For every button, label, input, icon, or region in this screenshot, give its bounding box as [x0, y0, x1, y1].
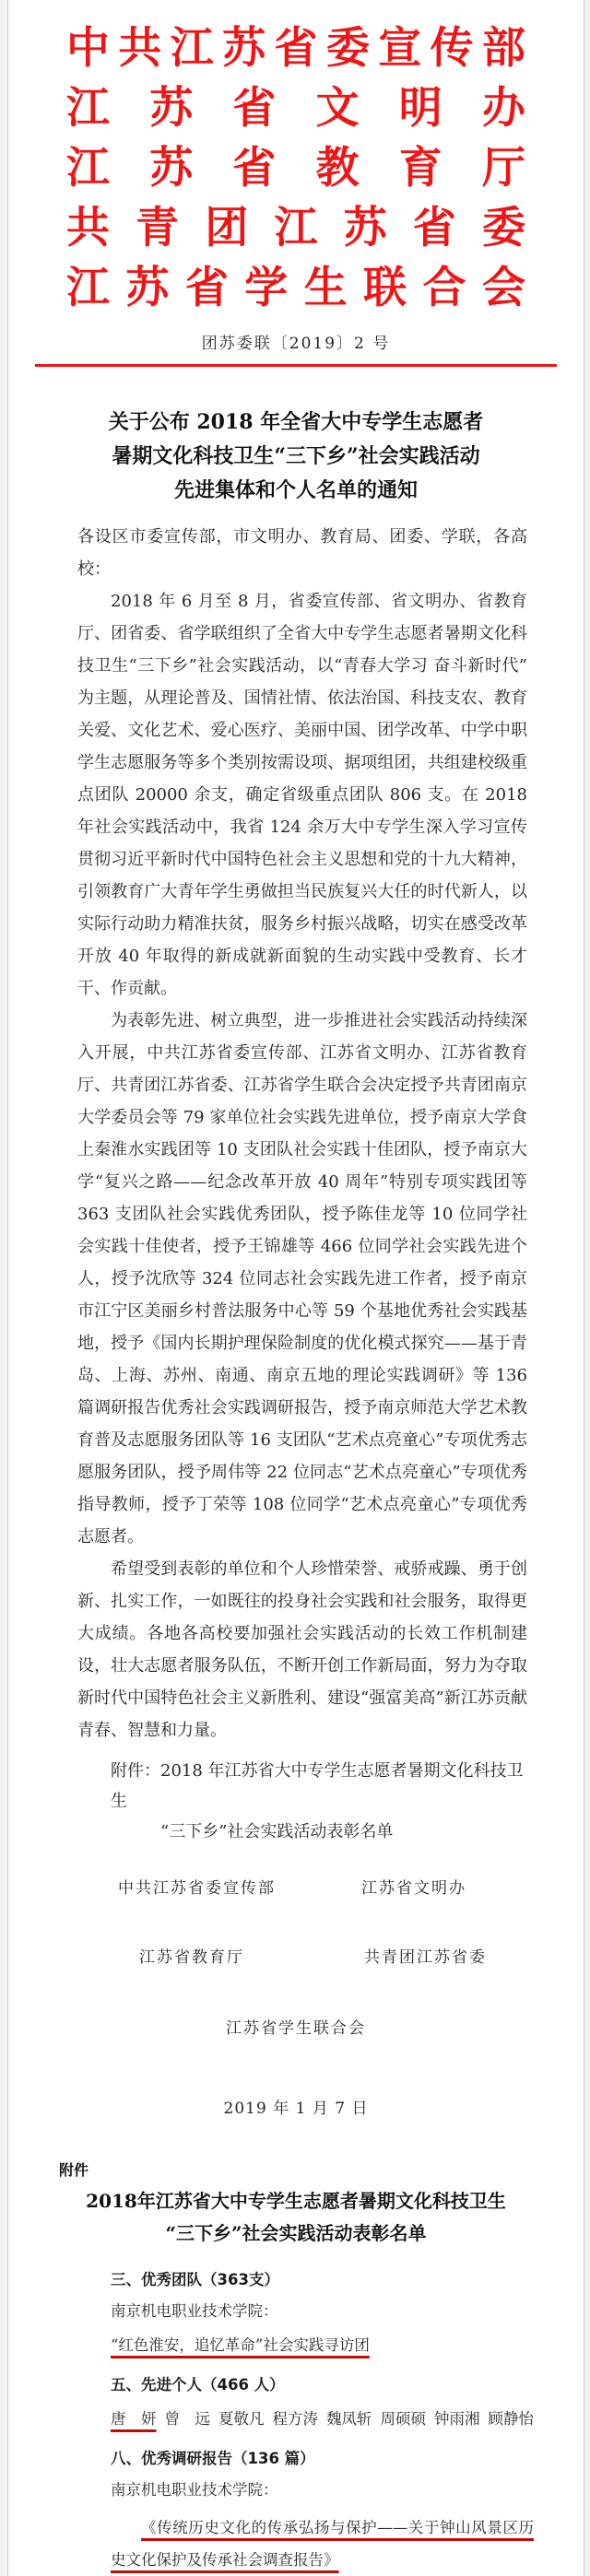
body-paragraph-2: 为表彰先进、树立典型，进一步推进社会实践活动持续深入开展，中共江苏省委宣传部、江苏省文明办、江苏省教育厅、共青团江苏省委、江苏省学生联合会决定授予共青团南京大学委员会等 79 家单位社会实践先进单位，授予南京大学食上秦淮水实践团等 10 支团队社会实践十佳团队，授予南京大学“复兴之路——纪念改革开放 40 周年”特别专项实践团等 363 支团队社会实践优秀团队，授予陈佳龙等 10 位同学社会实践十佳使者，授予王锦雄等 466 位同学社会实践先进个人，授予沈欣等 324 位同志社会实践先进工作者，授予南京市江宁区美丽乡村普法服务中心等 59 个基地优秀社会实践基地，授予《国内长期护理保险制度的优化模式探究——基于青岛、上海、苏州、南通、南京五地的理论实践调研》等 136 篇调研报告优秀社会实践调研报告，授予南京师范大学艺术教育普及志愿服务团队等 16 支团队“艺术点亮童心”专项优秀志愿服务团队，授予周伟等 22 位同志“艺术点亮童心”专项优秀指导教师，授予丁荣等 108 位同学“艺术点亮童心”专项优秀志愿者。	[77, 1011, 527, 1547]
appendix-title	[7, 2185, 584, 2250]
school-name-teams: 南京机电职业技术学院：	[111, 2302, 278, 2320]
signature-education-dept: 江苏省教育厅	[139, 1948, 244, 1967]
appendix-list	[111, 2268, 534, 2576]
name-item: 曾 远	[164, 2410, 210, 2428]
letterhead-line-4: 共 青 团 江 苏 省 委	[66, 203, 525, 253]
letterhead	[66, 23, 525, 313]
document-title-line-1: 关于公布 2018 年全省大中专学生志愿者	[108, 410, 484, 434]
document-title-line-3: 先进集体和个人名单的通知	[173, 478, 418, 502]
report-entry	[111, 2511, 534, 2576]
signature-row-1	[7, 1875, 584, 1898]
report-entry-text: 《传统历史文化的传承弘扬与保护——关于钟山风景区历史文化保护及传承社会调查报告》	[111, 2519, 534, 2569]
name-item-highlighted: 唐 妍	[111, 2410, 157, 2428]
signature-row-2	[7, 1944, 584, 1967]
letterhead-line-5: 江 苏 省 学 生 联 合 会	[66, 263, 525, 313]
letterhead-line-2: 江 苏 省 文 明 办	[66, 83, 525, 134]
document-body	[77, 521, 527, 1747]
name-item: 顾静怡	[488, 2410, 534, 2428]
body-paragraph-3: 希望受到表彰的单位和个人珍惜荣誉、戒骄戒躁、勇于创新、扎实工作，一如既往的投身社会实践和社会服务，取得更大成绩。各地各高校要加强社会实践活动的长效工作机制建设，壮大志愿者服务队伍，不断开创工作新局面，努力为夺取新时代中国特色社会主义新胜利、建设“强富美高”新江苏贡献青春、智慧和力量。	[77, 1559, 527, 1740]
name-item: 魏凤斩	[326, 2410, 372, 2428]
appendix-section	[7, 2158, 584, 2576]
section-heading-reports: 八、优秀调研报告（136 篇）	[111, 2450, 315, 2467]
letterhead-line-3: 江 苏 省 教 育 厅	[66, 143, 525, 194]
body-paragraph-1: 2018 年 6 月至 8 月，省委宣传部、省文明办、省教育厅、团省委、省学联组织了全省大中专学生志愿者暑期文化科技卫生“三下乡”社会实践活动，以“青春大学习 奋斗新时代”为主题，从理论普及、国情社情、依法治国、科技支农、教育关爱、文化艺术、爱心医疗、美丽中国、团学改革、中学中职学生志愿服务等多个类别按需设项、据项组团，共组建校级重点团队 20000 余支，确定省级重点团队 806 支。在 2018 年社会实践活动中，我省 124 余万大中专学生深入学习宣传贯彻习近平新时代中国特色社会主义思想和党的十九大精神，引领教育广大青年学生勇做担当民族复兴大任的时代新人，以实际行动助力精准扶贫，服务乡村振兴战略，切实在感受改革开放 40 年取得的新成就新面貌的生动实践中受教育、长才干、作贡献。	[77, 592, 527, 998]
document-date: 2019 年 1 月 7 日	[223, 2100, 369, 2118]
team-entry	[111, 2333, 534, 2358]
section-heading-teams: 三、优秀团队（363支）	[111, 2271, 279, 2288]
signature-youth-league: 共青团江苏省委	[364, 1948, 487, 1967]
team-entry-text: “红色淮安，追忆革命”社会实践寻访团	[111, 2336, 370, 2354]
name-item: 程方涛	[272, 2410, 318, 2428]
red-divider	[35, 364, 557, 367]
document-number: 团苏委联〔2019〕2 号	[201, 335, 391, 353]
individual-names-row	[111, 2406, 534, 2432]
name-item: 周硕硕	[380, 2410, 426, 2428]
appendix-label: 附件	[59, 2161, 89, 2179]
section-heading-individuals: 五、先进个人（466 人）	[111, 2376, 285, 2394]
document-title-line-2: 暑期文化科技卫生“三下乡”社会实践活动	[112, 444, 480, 468]
signature-civilization-office: 江苏省文明办	[361, 1879, 466, 1898]
appendix-title-line-2: “三下乡”社会实践活动表彰名单	[165, 2222, 427, 2244]
attachment-note	[77, 1756, 527, 1847]
signature-student-federation: 江苏省学生联合会	[226, 2019, 366, 2038]
appendix-title-line-1: 2018年江苏省大中专学生志愿者暑期文化科技卫生	[86, 2190, 506, 2212]
name-item: 钟雨湘	[434, 2410, 480, 2428]
attachment-note-line-1: 附件：2018 年江苏省大中专学生志愿者暑期文化科技卫生	[111, 1761, 524, 1811]
salutation: 各设区市委宣传部，市文明办、教育局、团委、学联，各高校：	[77, 527, 527, 579]
attachment-note-line-2: “三下乡”社会实践活动表彰名单	[160, 1822, 394, 1841]
document-title	[7, 406, 584, 508]
letterhead-line-1: 中 共 江 苏 省 委 宣 传 部	[66, 23, 525, 74]
school-name-reports: 南京机电职业技术学院：	[111, 2481, 278, 2499]
signature-propaganda-dept: 中共江苏省委宣传部	[118, 1879, 276, 1898]
name-item: 夏敬凡	[218, 2410, 265, 2428]
